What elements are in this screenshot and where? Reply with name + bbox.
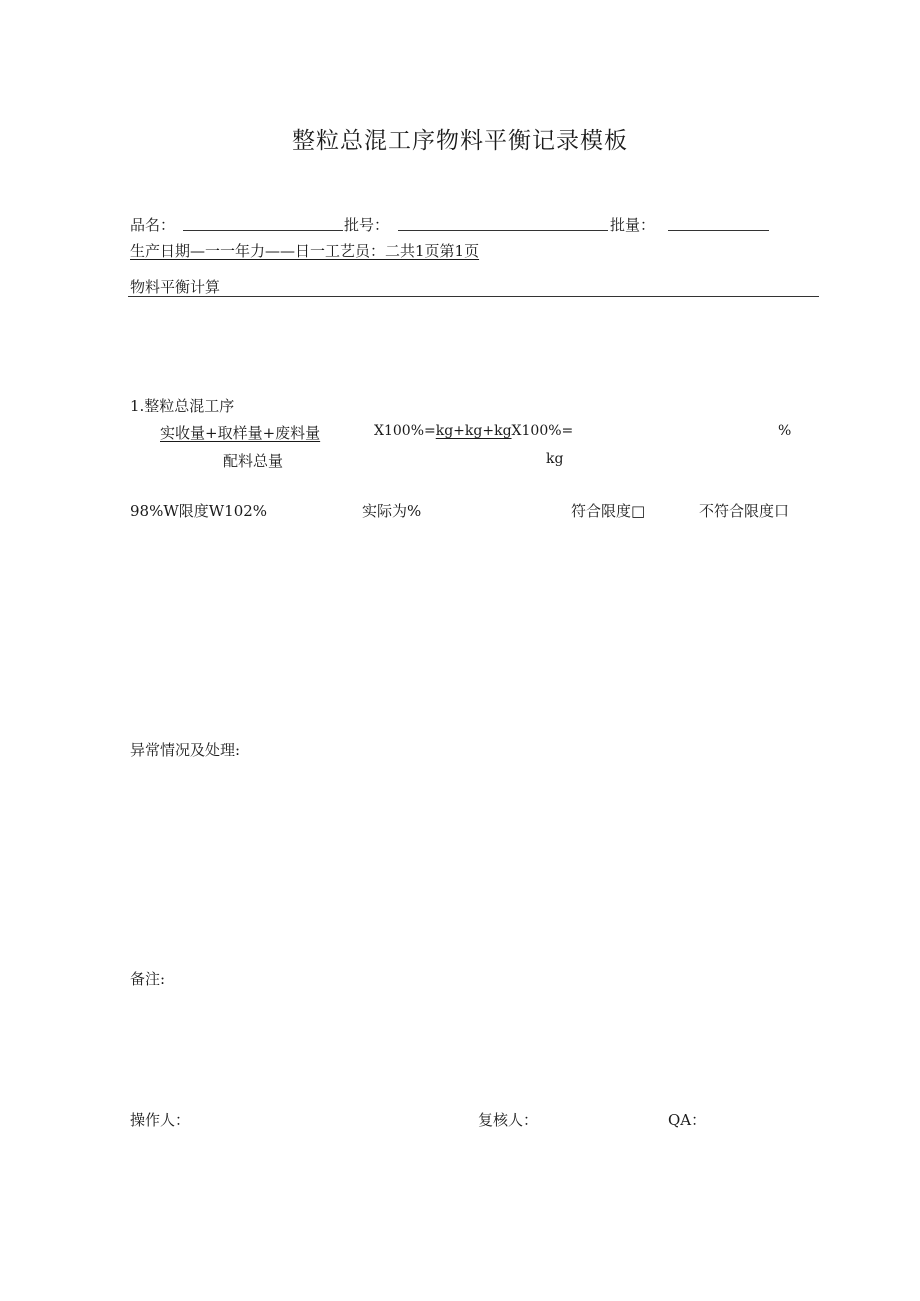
page-title: 整粒总混工序物料平衡记录模板 bbox=[292, 128, 628, 154]
nonconform-checkbox[interactable]: 不符合限度口 bbox=[699, 502, 790, 520]
formula-prefix: X100%= bbox=[374, 423, 436, 439]
reviewer-label: 复核人： bbox=[478, 1111, 539, 1129]
step-label: 1.整粒总混工序 bbox=[130, 397, 235, 415]
actual-value: 实际为% bbox=[362, 502, 422, 520]
formula-suffix: X100%= bbox=[511, 423, 574, 439]
conform-checkbox[interactable]: 符合限度□ bbox=[571, 502, 646, 520]
formula-expression bbox=[374, 423, 573, 439]
batch-no-field[interactable] bbox=[398, 218, 608, 231]
remarks-label: 备注: bbox=[130, 970, 166, 988]
batch-size-label: 批量： bbox=[610, 216, 656, 234]
limit-range: 98%W限度W102% bbox=[130, 502, 268, 520]
section-divider bbox=[128, 296, 819, 297]
product-name-field[interactable] bbox=[183, 218, 343, 231]
abnormal-label: 异常情况及处理: bbox=[130, 741, 241, 759]
production-date-line: 生产日期—一一年力——日一工艺员：二共1页第1页 bbox=[130, 242, 480, 260]
formula-kg: kg+kg+kg bbox=[435, 423, 512, 439]
batch-size-field[interactable] bbox=[668, 218, 769, 231]
qa-label: QA： bbox=[668, 1111, 707, 1129]
product-name-label: 品名： bbox=[130, 216, 176, 234]
formula-denominator: 配料总量 bbox=[223, 452, 284, 470]
percent-sign: % bbox=[778, 423, 792, 439]
kg-unit: kg bbox=[546, 451, 564, 467]
section-title: 物料平衡计算 bbox=[130, 278, 221, 296]
operator-label: 操作人： bbox=[130, 1111, 191, 1129]
batch-no-label: 批号： bbox=[344, 216, 390, 234]
formula-numerator: 实收量+取样量+废料量 bbox=[160, 424, 321, 442]
